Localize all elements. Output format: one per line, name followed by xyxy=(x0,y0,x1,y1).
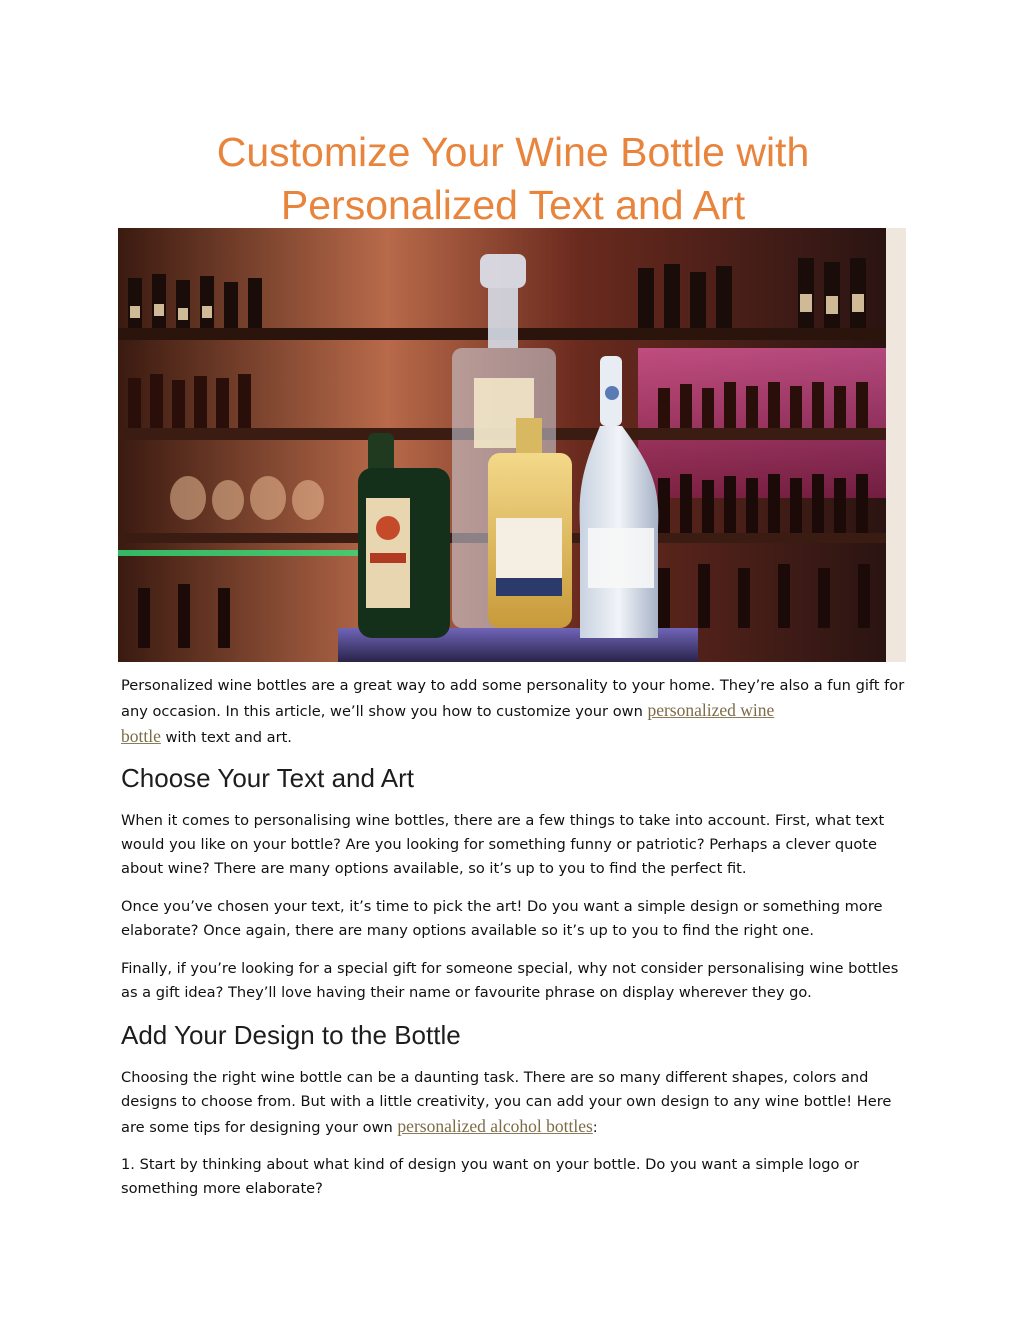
title-line-1: Customize Your Wine Bottle with xyxy=(216,129,810,175)
section2-paragraph-2: 1. Start by thinking about what kind of design you want on your bottle. Do you want a simple logo or something more elaborate? xyxy=(121,1156,860,1197)
hero-image-bar-bottles xyxy=(118,228,906,662)
section-heading-add-design: Add Your Design to the Bottle xyxy=(121,1020,461,1050)
intro-text: Personalized wine bottles are a great way to add some personality to your home. They’re also a fun gift for any occasion. In this article, we’ll show you how to customize your own xyxy=(121,677,905,720)
personalized-alcohol-bottles-link[interactable]: personalized alcohol bottles xyxy=(397,1116,593,1136)
section2-paragraph-1 xyxy=(121,1066,911,1140)
section-heading-choose-text: Choose Your Text and Art xyxy=(121,763,414,793)
section2-text: Choosing the right wine bottle can be a daunting task. There are so many different shapes, colors and designs to choose from. But with a little creativity, you can add your own design to any wine bottle! Here are some tips for designing your own xyxy=(121,1069,892,1136)
article-title xyxy=(120,126,906,232)
intro-text-end: with text and art. xyxy=(160,729,292,746)
title-line-2: Personalized Text and Art xyxy=(280,182,746,228)
section1-paragraph-2: Once you’ve chosen your text, it’s time to pick the art! Do you want a simple design or something more elaborate? Once again, there are many options available so it’s up to you to find the right one. xyxy=(121,898,883,939)
section1-paragraph-3: Finally, if you’re looking for a special gift for someone special, why not consider personalising wine bottles as a gift idea? They’ll love having their name or favourite phrase on display wherever they go. xyxy=(121,960,899,1001)
section1-paragraph-1: When it comes to personalising wine bottles, there are a few things to take into account. First, what text would you like on your bottle? Are you looking for something funny or patriotic? Perhaps a clever quote about wine? There are many options available, so it’s up to you to find the perfect fit. xyxy=(121,812,885,877)
intro-paragraph xyxy=(121,674,911,750)
section2-colon: : xyxy=(592,1119,598,1136)
personalized-wine-bottle-link-cont[interactable]: bottle xyxy=(121,726,161,746)
personalized-wine-bottle-link[interactable]: personalized wine xyxy=(647,700,775,720)
